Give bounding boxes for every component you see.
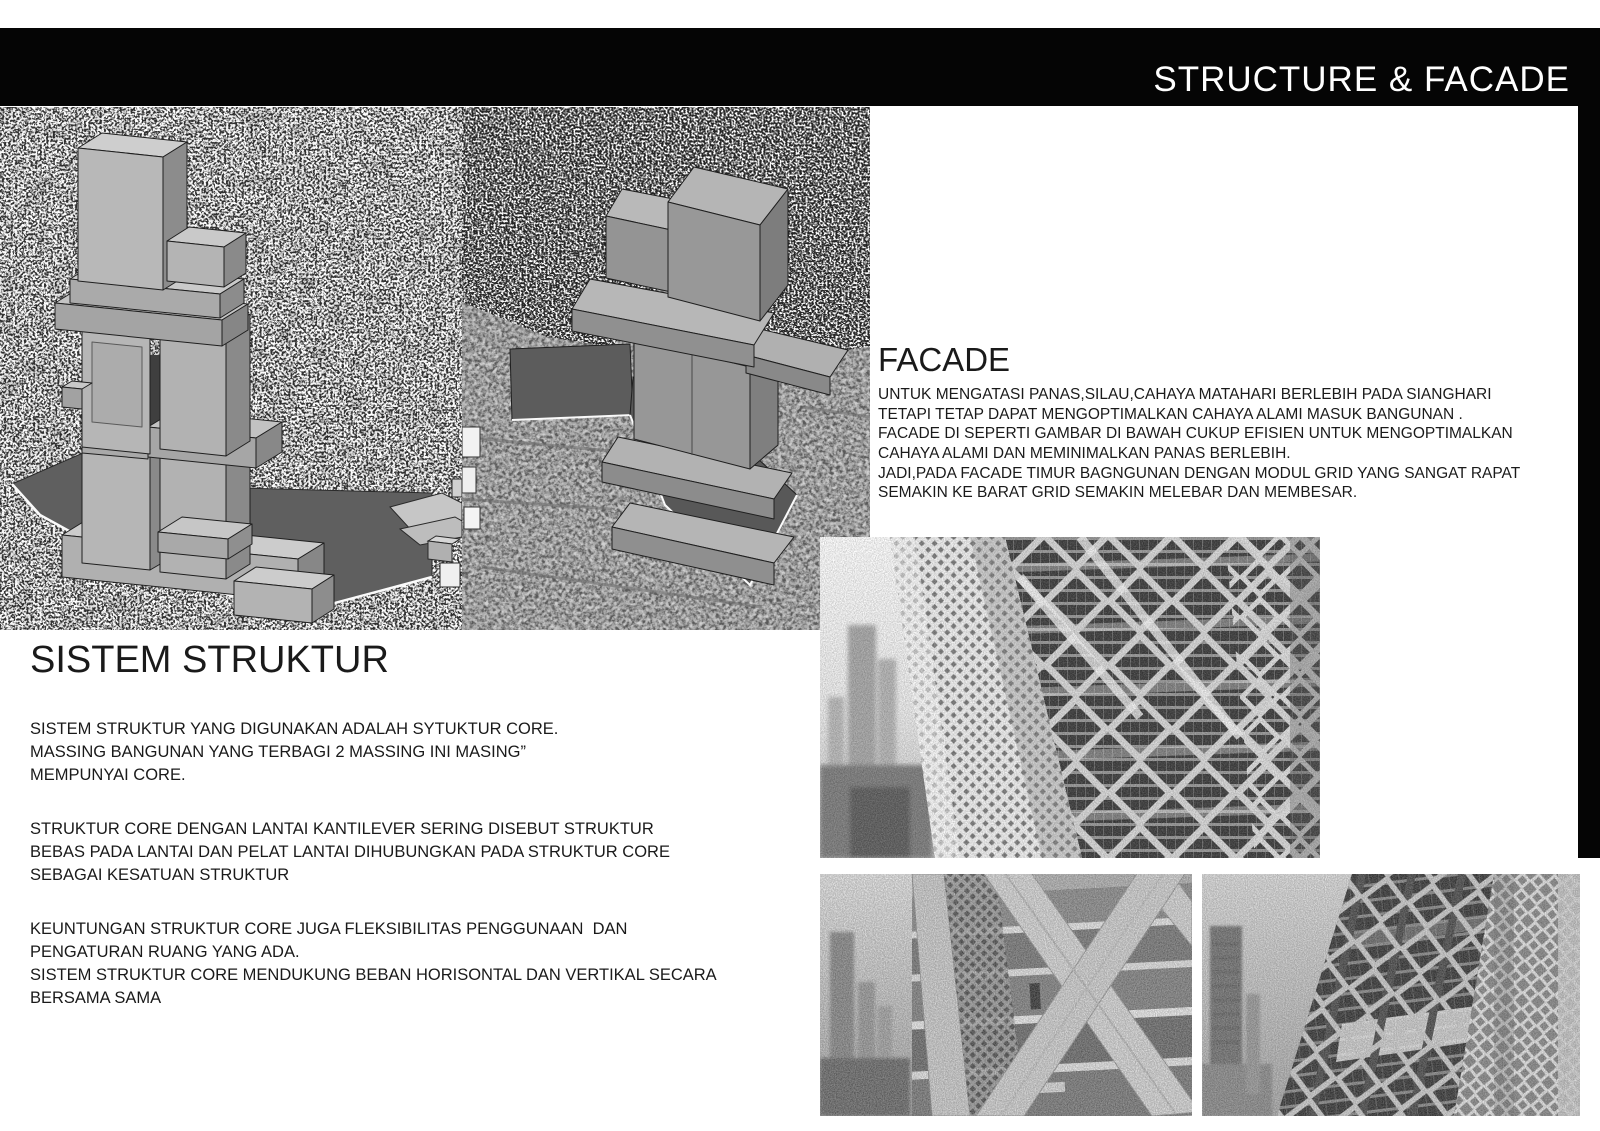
structure-text-line: PENGATURAN RUANG YANG ADA.: [30, 942, 300, 961]
massing-model-sketch-2: [462, 107, 870, 630]
massing-model-sketch-1: [0, 107, 462, 630]
structure-text-line: MEMPUNYAI CORE.: [30, 765, 186, 784]
structure-text-line: BERSAMA SAMA: [30, 988, 162, 1007]
structure-text-line: STRUKTUR CORE DENGAN LANTAI KANTILEVER SERING DISEBUT STRUKTUR: [30, 819, 654, 838]
header-bar: [0, 28, 1600, 106]
structure-paragraph: [30, 818, 750, 910]
structure-text-line: BEBAS PADA LANTAI DAN PELAT LANTAI DIHUBUNGKAN PADA STRUKTUR CORE: [30, 842, 670, 861]
facade-text-line: FACADE DI SEPERTI GAMBAR DI BAWAH CUKUP EFISIEN UNTUK MENGOPTIMALKAN: [878, 425, 1513, 443]
structure-paragraph: [30, 718, 750, 810]
structure-text-line: MASSING BANGUNAN YANG TERBAGI 2 MASSING INI MASING”: [30, 742, 527, 761]
facade-text-line: CAHAYA ALAMI DAN MEMINIMALKAN PANAS BERLEBIH.: [878, 445, 1291, 463]
structure-text-line: KEUNTUNGAN STRUKTUR CORE JUGA FLEKSIBILITAS PENGGUNAAN DAN: [30, 919, 628, 938]
facade-paragraph: [878, 385, 1578, 503]
facade-section: [878, 342, 1578, 503]
page-title: STRUCTURE & FACADE: [1153, 60, 1570, 99]
facade-photo-x-brace: [820, 874, 1192, 1116]
right-edge-bar: [1578, 106, 1600, 858]
structure-text-line: SISTEM STRUKTUR YANG DIGUNAKAN ADALAH SYTUKTUR CORE.: [30, 719, 559, 738]
structure-paragraph: [30, 918, 750, 1010]
facade-photo-diagrid-corner: [1202, 874, 1580, 1116]
facade-text-line: UNTUK MENGATASI PANAS,SILAU,CAHAYA MATAHARI BERLEBIH PADA SIANGHARI: [878, 386, 1492, 404]
facade-text-line: JADI,PADA FACADE TIMUR BAGNGUNAN DENGAN MODUL GRID YANG SANGAT RAPAT: [878, 464, 1521, 482]
structure-section: [30, 640, 750, 1018]
facade-photo-diagrid-closeup: [820, 537, 1320, 858]
facade-text-line: TETAPI TETAP DAPAT MENGOPTIMALKAN CAHAYA ALAMI MASUK BANGUNAN .: [878, 405, 1463, 423]
facade-heading: FACADE: [878, 341, 1011, 378]
structure-text-line: SEBAGAI KESATUAN STRUKTUR: [30, 865, 290, 884]
facade-text-line: SEMAKIN KE BARAT GRID SEMAKIN MELEBAR DAN MEMBESAR.: [878, 484, 1358, 502]
structure-heading: SISTEM STRUKTUR: [30, 639, 389, 681]
structure-text-line: SISTEM STRUKTUR CORE MENDUKUNG BEBAN HORISONTAL DAN VERTIKAL SECARA: [30, 965, 717, 984]
